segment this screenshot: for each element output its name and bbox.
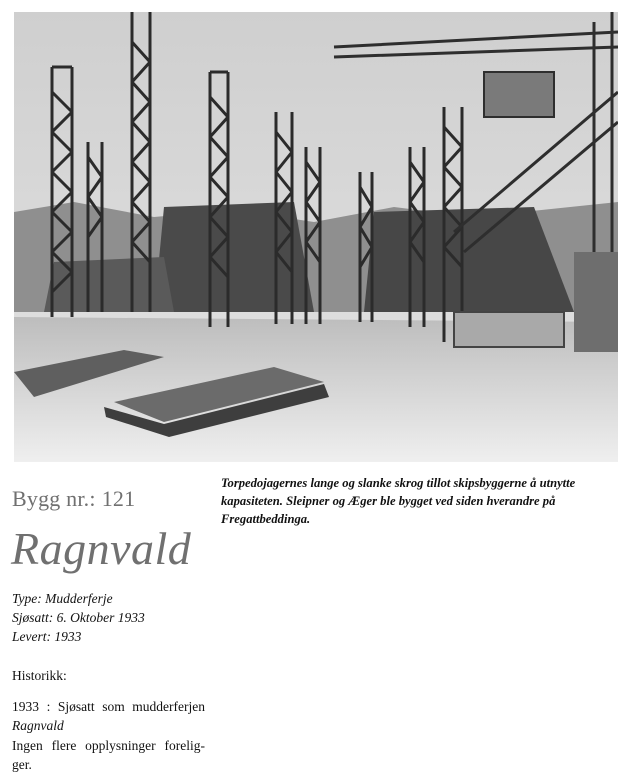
shipyard-photo xyxy=(14,12,618,462)
build-number xyxy=(12,486,135,512)
build-number-value: 121 xyxy=(101,486,136,511)
history-note-line1: Ingen flere opplysninger forelig- xyxy=(12,737,205,753)
history-note-line2: ger. xyxy=(12,757,32,772)
fact-type: Type: Mudderferje xyxy=(12,591,113,606)
fact-delivered: Levert: 1933 xyxy=(12,629,82,644)
history-heading: Historikk: xyxy=(12,668,67,683)
history-section xyxy=(12,666,205,775)
build-number-label: Bygg nr.: xyxy=(12,486,96,511)
ship-facts xyxy=(12,589,145,646)
history-entry-name: Ragnvald xyxy=(12,718,64,733)
fact-launched: Sjøsatt: 6. Oktober 1933 xyxy=(12,610,145,625)
shipyard-photo-drawing xyxy=(14,12,618,462)
ship-name-title: Ragnvald xyxy=(11,523,192,574)
photo-caption: Torpedojagernes lange og slanke skrog tillot skipsbyggerne å utnytte kapasiteten. Sleipner og Æger ble bygget ved siden hverandre på Fregattbeddinga. xyxy=(221,476,576,526)
history-entry-line1: 1933 : Sjøsatt som mudderferjen xyxy=(12,698,205,714)
